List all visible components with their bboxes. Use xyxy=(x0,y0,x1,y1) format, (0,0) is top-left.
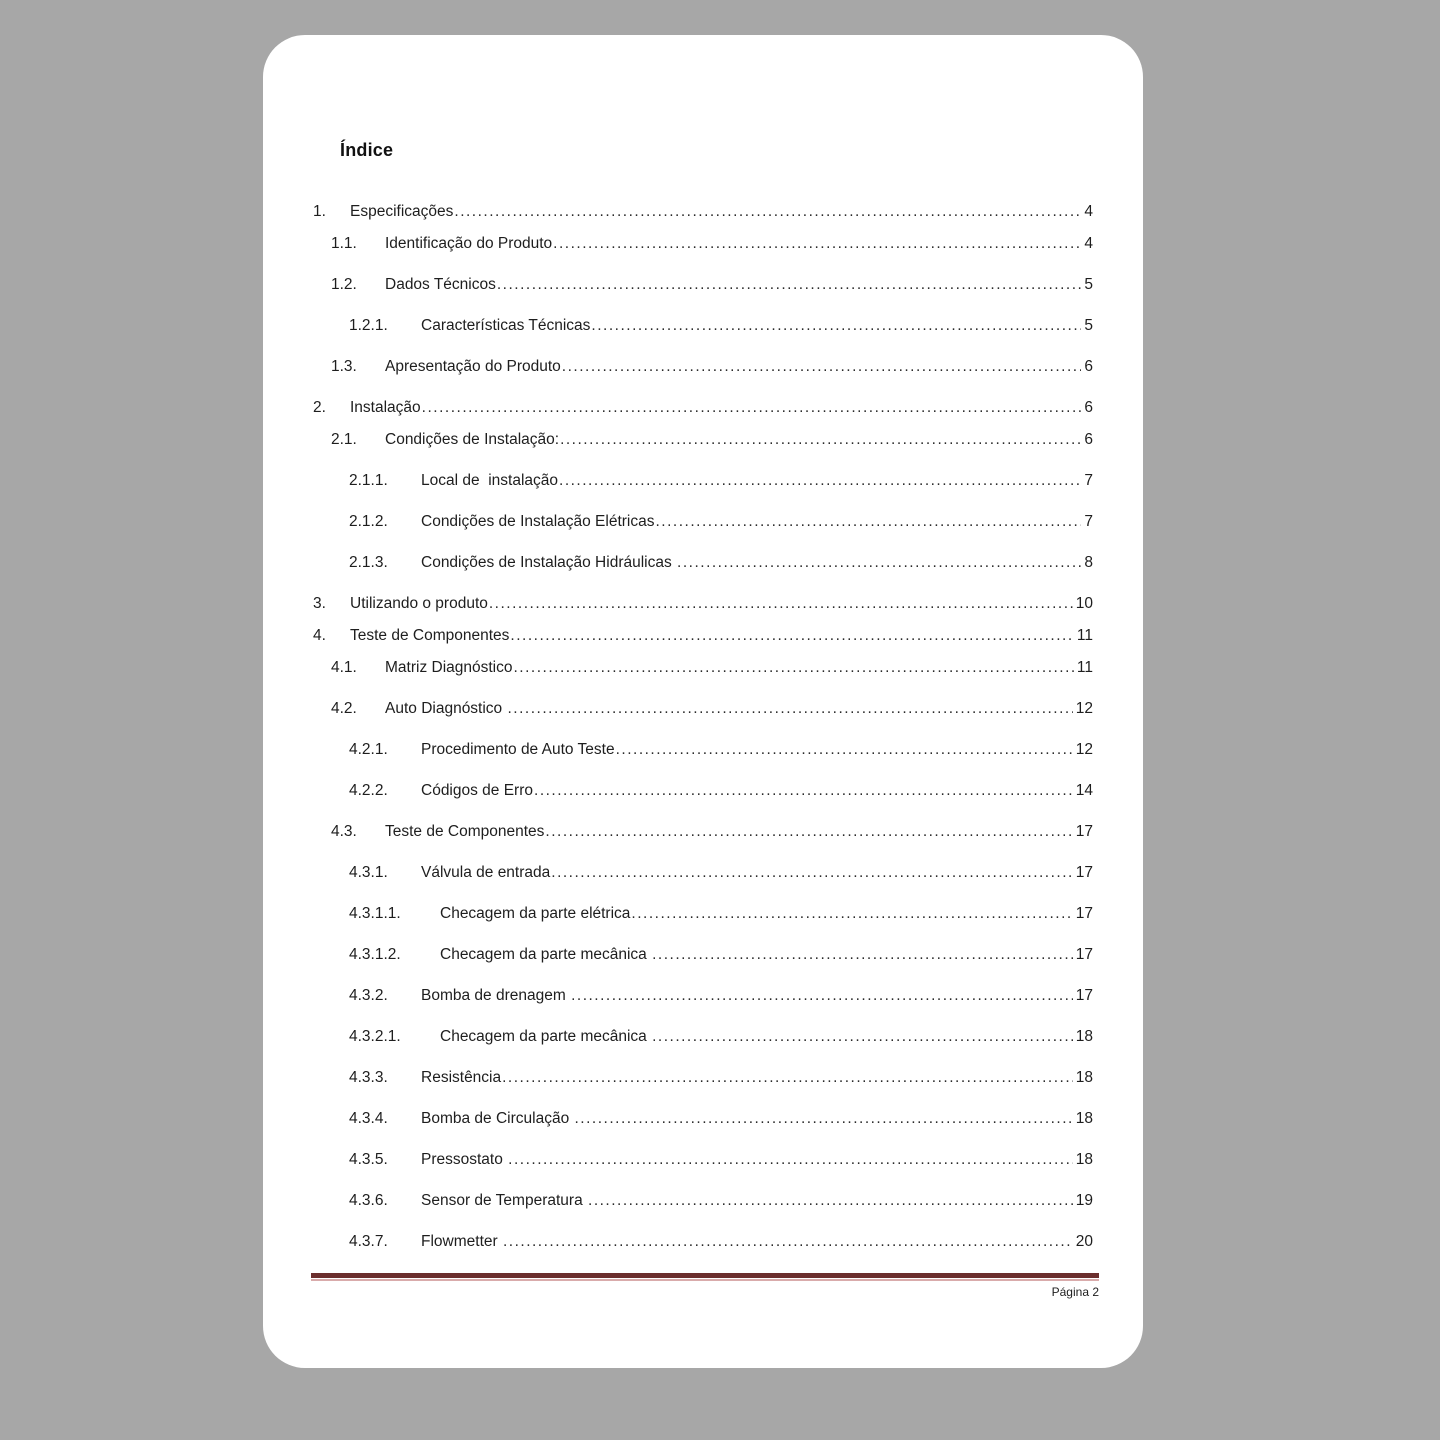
toc-list xyxy=(263,204,1143,1250)
toc-entry-number: 2.1. xyxy=(331,431,357,448)
toc-entry-page: 12 xyxy=(1075,700,1093,717)
toc-entry-number: 3. xyxy=(313,595,326,612)
toc-entry-label: Matriz Diagnóstico xyxy=(385,659,513,676)
toc-entry[interactable] xyxy=(263,947,1143,963)
toc-dot-leader xyxy=(553,236,1081,252)
toc-dot-leader xyxy=(422,400,1082,416)
toc-entry-page: 17 xyxy=(1075,987,1093,1004)
toc-entry[interactable] xyxy=(263,204,1143,220)
toc-dot-leader xyxy=(510,628,1074,644)
toc-entry-page: 4 xyxy=(1084,203,1093,220)
toc-entry[interactable] xyxy=(263,555,1143,571)
toc-entry[interactable] xyxy=(263,236,1143,252)
toc-entry-label: Utilizando o produto xyxy=(350,595,488,612)
toc-entry-number: 1.2. xyxy=(331,276,357,293)
toc-entry-number: 4.3.1.2. xyxy=(349,946,401,963)
toc-entry-page: 12 xyxy=(1075,741,1093,758)
toc-entry[interactable] xyxy=(263,1193,1143,1209)
toc-entry-label: Condições de Instalação Elétricas xyxy=(421,513,655,530)
toc-entry-number: 2.1.3. xyxy=(349,554,388,571)
toc-entry-page: 17 xyxy=(1075,905,1093,922)
toc-entry-label: Bomba de Circulação xyxy=(421,1110,574,1127)
toc-entry-number: 1. xyxy=(313,203,326,220)
toc-entry-page: 18 xyxy=(1075,1069,1093,1086)
toc-dot-leader xyxy=(656,514,1082,530)
toc-entry-number: 4.3.2.1. xyxy=(349,1028,401,1045)
toc-entry-label: Válvula de entrada xyxy=(421,864,551,881)
toc-entry-number: 4.3.1.1. xyxy=(349,905,401,922)
toc-entry-label: Códigos de Erro xyxy=(421,782,534,799)
toc-entry-page: 6 xyxy=(1084,431,1093,448)
toc-entry[interactable] xyxy=(263,359,1143,375)
toc-entry-label: Dados Técnicos xyxy=(385,276,496,293)
toc-entry-label: Sensor de Temperatura xyxy=(421,1192,588,1209)
toc-entry-page: 17 xyxy=(1075,864,1093,881)
footer-rule-thick xyxy=(311,1273,1099,1278)
toc-entry-number: 4. xyxy=(313,627,326,644)
toc-entry-page: 7 xyxy=(1084,472,1093,489)
toc-entry-number: 2.1.1. xyxy=(349,472,388,489)
toc-entry[interactable] xyxy=(263,742,1143,758)
toc-entry-number: 2.1.2. xyxy=(349,513,388,530)
toc-dot-leader xyxy=(571,988,1073,1004)
toc-entry-label: Teste de Componentes xyxy=(350,627,510,644)
toc-entry[interactable] xyxy=(263,1234,1143,1250)
toc-entry-number: 4.3.6. xyxy=(349,1192,388,1209)
toc-dot-leader xyxy=(652,1029,1073,1045)
toc-dot-leader xyxy=(652,947,1073,963)
toc-entry-label: Características Técnicas xyxy=(421,317,591,334)
toc-entry-label: Procedimento de Auto Teste xyxy=(421,741,615,758)
toc-entry-page: 6 xyxy=(1084,399,1093,416)
toc-entry-number: 4.2.2. xyxy=(349,782,388,799)
toc-entry-page: 20 xyxy=(1075,1233,1093,1250)
toc-entry-page: 18 xyxy=(1075,1151,1093,1168)
toc-entry-label: Identificação do Produto xyxy=(385,235,553,252)
toc-entry-number: 1.2.1. xyxy=(349,317,388,334)
toc-entry[interactable] xyxy=(263,1070,1143,1086)
toc-entry-page: 17 xyxy=(1075,823,1093,840)
toc-entry-page: 8 xyxy=(1084,554,1093,571)
toc-entry-number: 4.3.4. xyxy=(349,1110,388,1127)
toc-entry[interactable] xyxy=(263,400,1143,416)
toc-entry-number: 4.3.1. xyxy=(349,864,388,881)
toc-dot-leader xyxy=(489,596,1073,612)
toc-entry-page: 5 xyxy=(1084,317,1093,334)
toc-entry[interactable] xyxy=(263,988,1143,1004)
toc-entry-label: Resistência xyxy=(421,1069,502,1086)
toc-entry[interactable] xyxy=(263,432,1143,448)
toc-entry-page: 4 xyxy=(1084,235,1093,252)
toc-entry-number: 1.3. xyxy=(331,358,357,375)
toc-entry[interactable] xyxy=(263,660,1143,676)
toc-entry-page: 11 xyxy=(1076,659,1093,676)
toc-dot-leader xyxy=(545,824,1072,840)
toc-entry-label: Bomba de drenagem xyxy=(421,987,571,1004)
toc-entry-label: Especificações xyxy=(350,203,454,220)
toc-entry-page: 19 xyxy=(1075,1192,1093,1209)
toc-entry[interactable] xyxy=(263,1111,1143,1127)
toc-dot-leader xyxy=(508,701,1073,717)
toc-entry-label: Checagem da parte elétrica xyxy=(440,905,631,922)
toc-dot-leader xyxy=(497,277,1082,293)
toc-entry-page: 7 xyxy=(1084,513,1093,530)
toc-entry-label: Local de instalação xyxy=(421,472,559,489)
toc-dot-leader xyxy=(677,555,1081,571)
toc-entry-page: 10 xyxy=(1075,595,1093,612)
toc-entry-label: Checagem da parte mecânica xyxy=(440,1028,652,1045)
toc-entry[interactable] xyxy=(263,1152,1143,1168)
toc-entry-number: 4.3.5. xyxy=(349,1151,388,1168)
toc-entry[interactable] xyxy=(263,783,1143,799)
toc-entry-page: 11 xyxy=(1076,627,1093,644)
toc-entry[interactable] xyxy=(263,628,1143,644)
toc-entry-label: Condições de Instalação: xyxy=(385,431,560,448)
toc-entry-label: Apresentação do Produto xyxy=(385,358,561,375)
toc-dot-leader xyxy=(616,742,1073,758)
toc-dot-leader xyxy=(562,359,1082,375)
toc-dot-leader xyxy=(454,204,1081,220)
toc-entry[interactable] xyxy=(263,701,1143,717)
toc-entry-label: Auto Diagnóstico xyxy=(385,700,507,717)
toc-entry-label: Flowmetter xyxy=(421,1233,502,1250)
toc-entry-number: 4.3.3. xyxy=(349,1069,388,1086)
toc-entry-number: 1.1. xyxy=(331,235,357,252)
toc-entry[interactable] xyxy=(263,596,1143,612)
toc-dot-leader xyxy=(502,1070,1073,1086)
toc-entry-page: 17 xyxy=(1075,946,1093,963)
toc-dot-leader xyxy=(534,783,1073,799)
page-title: Índice xyxy=(340,140,394,160)
toc-entry[interactable] xyxy=(263,514,1143,530)
toc-entry-number: 2. xyxy=(313,399,326,416)
toc-entry-page: 18 xyxy=(1075,1028,1093,1045)
toc-dot-leader xyxy=(503,1234,1073,1250)
toc-dot-leader xyxy=(591,318,1081,334)
toc-entry-label: Pressostato xyxy=(421,1151,508,1168)
toc-entry-page: 14 xyxy=(1075,782,1093,799)
toc-dot-leader xyxy=(551,865,1072,881)
toc-entry[interactable] xyxy=(263,865,1143,881)
toc-entry-number: 4.3.7. xyxy=(349,1233,388,1250)
toc-entry-number: 4.3. xyxy=(331,823,357,840)
toc-dot-leader xyxy=(588,1193,1073,1209)
toc-entry[interactable] xyxy=(263,473,1143,489)
toc-dot-leader xyxy=(575,1111,1073,1127)
toc-entry[interactable] xyxy=(263,824,1143,840)
toc-entry-number: 4.2. xyxy=(331,700,357,717)
toc-dot-leader xyxy=(514,660,1074,676)
toc-entry-number: 4.3.2. xyxy=(349,987,388,1004)
toc-dot-leader xyxy=(560,432,1081,448)
toc-entry-page: 18 xyxy=(1075,1110,1093,1127)
toc-dot-leader xyxy=(631,906,1072,922)
toc-entry-label: Condições de Instalação Hidráulicas xyxy=(421,554,677,571)
toc-entry[interactable] xyxy=(263,1029,1143,1045)
toc-entry[interactable] xyxy=(263,318,1143,334)
toc-entry-number: 4.2.1. xyxy=(349,741,388,758)
toc-entry-page: 6 xyxy=(1084,358,1093,375)
toc-dot-leader xyxy=(508,1152,1073,1168)
toc-entry-label: Teste de Componentes xyxy=(385,823,545,840)
toc-entry-page: 5 xyxy=(1084,276,1093,293)
footer-rule-thin xyxy=(311,1279,1099,1281)
page-footer xyxy=(311,1273,1099,1299)
toc-entry-label: Checagem da parte mecânica xyxy=(440,946,652,963)
document-page xyxy=(263,35,1143,1368)
page-number-label: Página 2 xyxy=(1051,1285,1099,1299)
toc-dot-leader xyxy=(559,473,1081,489)
toc-entry[interactable] xyxy=(263,277,1143,293)
toc-entry-number: 4.1. xyxy=(331,659,357,676)
toc-entry-label: Instalação xyxy=(350,399,421,416)
toc-entry[interactable] xyxy=(263,906,1143,922)
